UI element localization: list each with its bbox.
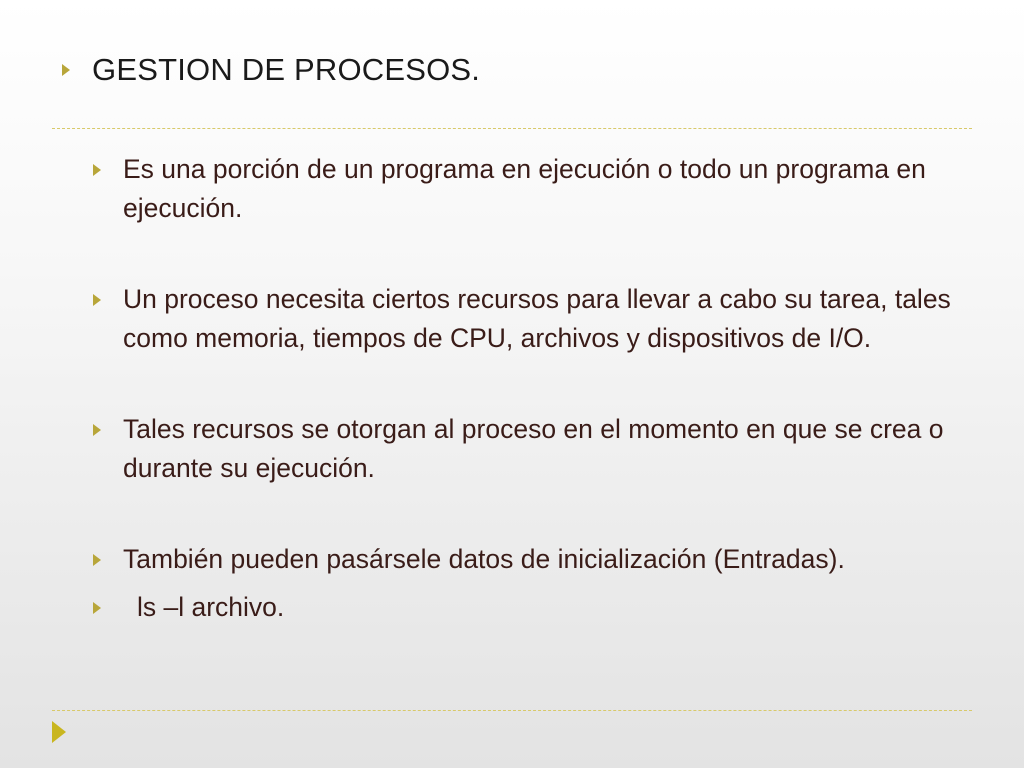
bullet-item [93, 410, 973, 488]
triangle-right-icon [93, 602, 101, 614]
bullet-list [93, 150, 973, 627]
triangle-right-icon [93, 294, 101, 306]
triangle-right-icon [52, 721, 66, 743]
bottom-divider [52, 710, 972, 711]
bullet-text: Un proceso necesita ciertos recursos para llevar a cabo su tarea, tales como memoria, tiempos de CPU, archivos y dispositivos de I/O. [123, 284, 951, 353]
bullet-item [93, 280, 973, 358]
slide-title: GESTION DE PROCESOS. [92, 52, 481, 87]
bullet-text: ls –l archivo. [137, 592, 285, 622]
bullet-item [93, 540, 973, 579]
bullet-item [93, 150, 973, 228]
top-divider [52, 128, 972, 129]
bullet-text: También pueden pasársele datos de inicialización (Entradas). [123, 544, 845, 574]
bullet-item [93, 588, 973, 627]
triangle-right-icon [62, 64, 70, 76]
triangle-right-icon [93, 424, 101, 436]
triangle-right-icon [93, 554, 101, 566]
bullet-text: Es una porción de un programa en ejecución o todo un programa en ejecución. [123, 154, 926, 223]
bullet-text: Tales recursos se otorgan al proceso en el momento en que se crea o durante su ejecución. [123, 414, 944, 483]
slide-title-row [62, 50, 480, 90]
triangle-right-icon [93, 164, 101, 176]
